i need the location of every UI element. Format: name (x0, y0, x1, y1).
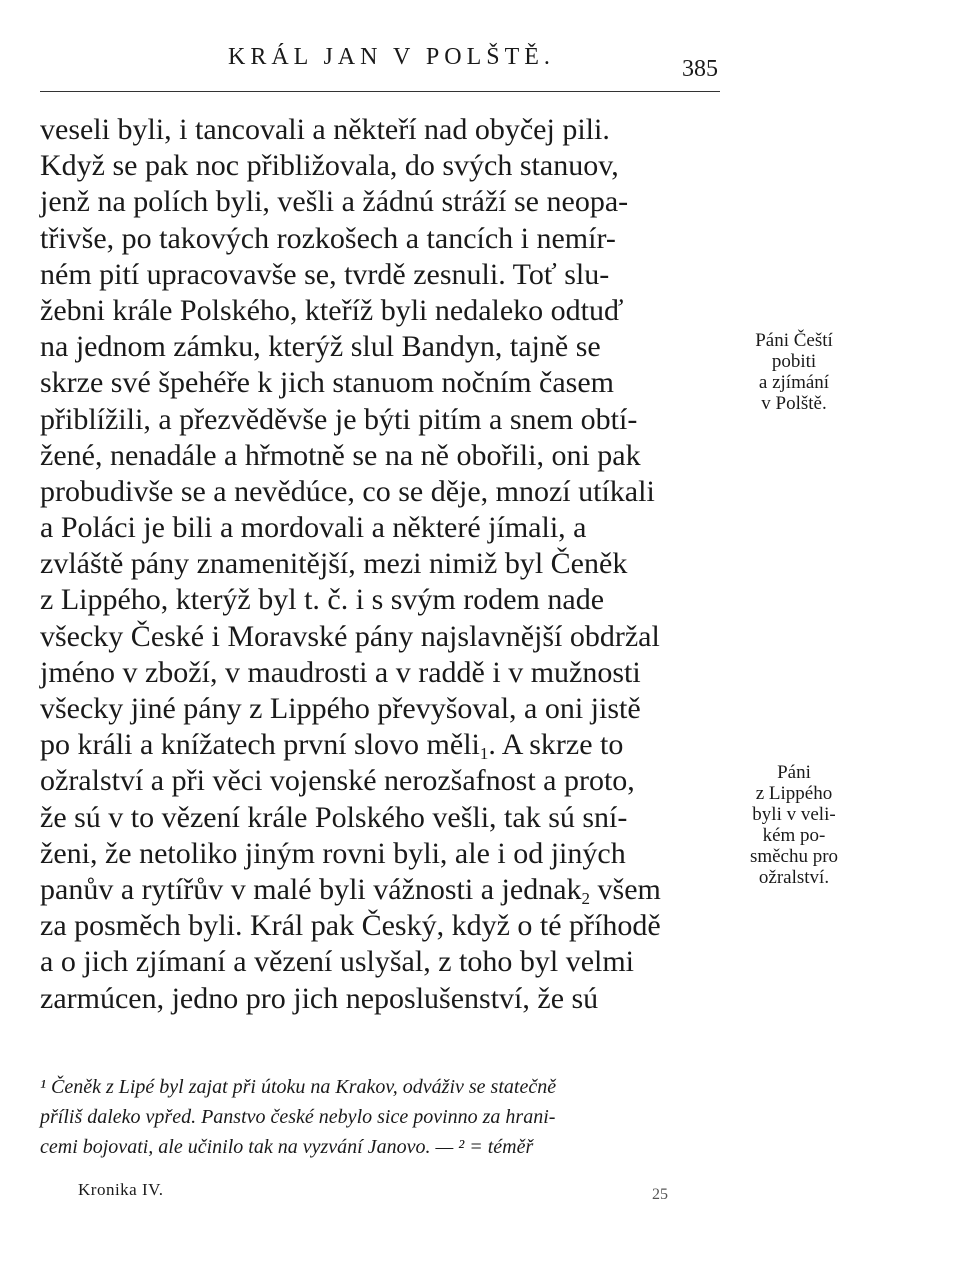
footnote-line: příliš daleko vpřed. Panstvo české nebylo sice povinno za hrani- (40, 1106, 556, 1128)
footnotes (40, 1072, 720, 1162)
margin-note-line: směchu pro (749, 846, 839, 867)
text-segment: po králi a knížatech první slovo měli (40, 728, 480, 762)
margin-note-line: Páni (777, 762, 811, 783)
footnote-marker: 1 (479, 744, 489, 764)
text-line: a Poláci je bili a mordovali a některé jímali, a (40, 511, 587, 545)
text-line: jméno v zboží, v maudrosti a v raddě i v mužnosti (40, 655, 641, 689)
text-line: probudivše se a nevědúce, co se děje, mnozí utíkali (40, 474, 655, 508)
margin-note-line: ožralství. (758, 867, 830, 888)
text-segment: panův a rytířův v malé byli vážnosti a jednak (40, 872, 582, 906)
margin-note-lippy-lords (728, 762, 860, 888)
page-header (40, 44, 720, 94)
text-line: třivše, po takových rozkošech a tancích i nemír- (40, 221, 616, 255)
body-text (40, 112, 716, 1017)
text-line: všecky jiné pány z Lippého převyšoval, a oni jistě (40, 692, 641, 725)
text-line: a o jich zjímaní a vězení uslyšal, z toho byl velmi (40, 945, 635, 979)
header-rule (40, 91, 720, 92)
text-segment: všem (597, 872, 661, 906)
text-line: skrze své špehéře k jich stanuom nočním časem (40, 366, 614, 400)
text-line: přiblížili, a přezvěděvše je býti pitím a snem obtí- (40, 402, 638, 436)
sheet-number: 25 (652, 1186, 668, 1203)
text-line: veseli byli, i tancovali a někteří nad obyčej pili. (40, 113, 610, 146)
text-line: všecky České i Moravské pány najslavnější obdržal (40, 619, 660, 653)
text-line: ženi, že netoliko jiným rovni byli, ale i od jiných (40, 836, 626, 870)
text-line: jenž na polích byli, vešli a žádnú stráží se neopa- (40, 185, 629, 219)
footnote-marker: 2 (581, 888, 591, 908)
text-line: z Lippého, kterýž byl t. č. i s svým rodem nade (40, 583, 605, 617)
footnote-line: cemi bojovati, ale učinilo tak na vyzvání Janovo. — ² = téměř (40, 1136, 534, 1158)
footnote-line: ¹ Čeněk z Lipé byl zajat při útoku na Krakov, odváživ se statečně (40, 1076, 557, 1098)
margin-note-line: Páni Čeští (755, 330, 833, 351)
text-line: že sú v to vězení krále Polského vešli, tak sú sní- (40, 800, 628, 834)
margin-note-line: kém po- (762, 825, 826, 846)
page-number: 385 (682, 56, 718, 82)
text-line: za posměch byli. Král pak Český, když o té příhodě (40, 909, 661, 943)
text-line: žebni krále Polského, kteříž byli nedaleko odtuď (40, 293, 624, 327)
text-line: žené, nenadále a hřmotně se na ně obořili, oni pak (40, 438, 641, 472)
margin-note-line: byli v veli- (752, 804, 836, 825)
margin-note-line: a zjímání (758, 372, 830, 393)
text-line (40, 727, 716, 763)
text-line: ožralství a při věci vojenské nerozšafnost a proto, (40, 764, 635, 798)
running-title: KRÁL JAN V POLŠTĚ. (228, 44, 555, 70)
margin-note-line: pobiti (771, 351, 817, 372)
text-line: na jednom zámku, kterýž slul Bandyn, tajně se (40, 330, 601, 364)
text-line: ném pití upracovavše se, tvrdě zesnuli. Toť slu- (40, 257, 610, 291)
text-segment: . A skrze to (488, 728, 624, 762)
margin-note-czech-lords (728, 330, 860, 414)
printer-signature: Kronika IV. (78, 1180, 164, 1199)
text-line: zarmúcen, jedno pro jich neposlušenství, že sú (40, 981, 599, 1015)
text-line: Když se pak noc přibližovala, do svých stanuov, (40, 149, 619, 183)
margin-note-line: z Lippého (755, 783, 833, 804)
text-line: zvláště pány znamenitější, mezi nimiž byl Čeněk (40, 547, 628, 581)
text-line (40, 872, 716, 908)
margin-note-line: v Polště. (761, 393, 827, 414)
